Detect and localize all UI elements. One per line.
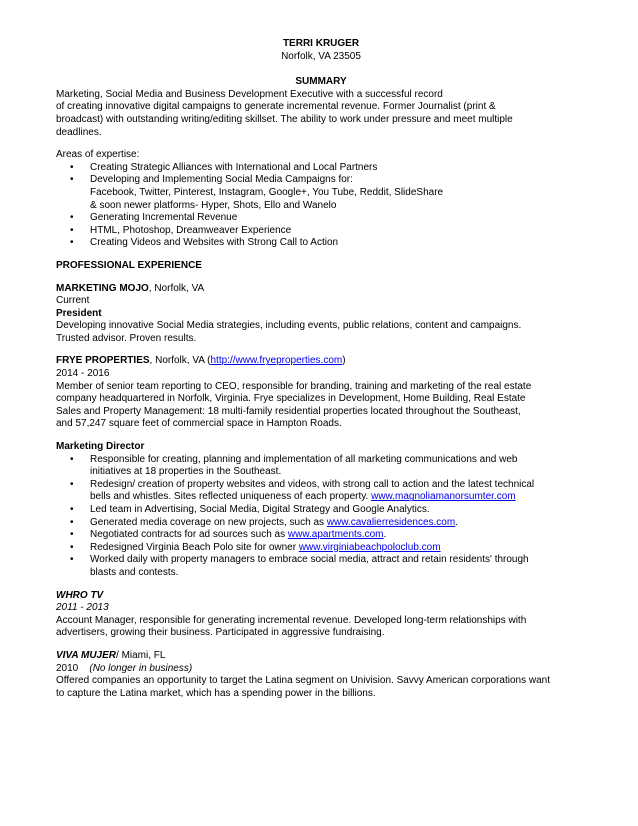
polo-site-link[interactable]: www.virginiabeachpoloclub.com	[298, 541, 441, 553]
list-item: • Led team in Advertising, Social Media, Digital Strategy and Google Analytics.	[70, 504, 430, 515]
summary-line: broadcast) with outstanding writing/editing skillset. The ability to work under pressure and meet multiple	[56, 113, 513, 125]
job-dates-note: (No longer in business)	[89, 662, 193, 674]
list-item: • Worked daily with property managers to embrace social media, attract and retain residents' through blasts and contests.	[70, 554, 529, 578]
list-item: • HTML, Photoshop, Dreamweaver Experience	[70, 224, 292, 236]
summary-line: of creating innovative digital campaigns to generate incremental revenue. Former Journalist (print &	[56, 101, 496, 113]
job-description-line: Developing innovative Social Media strategies, including events, public relations, content and campaigns.	[56, 320, 522, 332]
bullet-icon: •	[70, 529, 74, 541]
list-item: • Creating Videos and Websites with Strong Call to Action	[70, 237, 339, 249]
job-description-line: to capture the Latina market, which has a spending power in the billions.	[56, 687, 376, 699]
bullet-icon: •	[70, 516, 74, 528]
resume-page	[56, 38, 586, 700]
job-description-line: Member of senior team reporting to CEO, responsible for branding, training and marketing of the real estate	[56, 380, 532, 392]
company-website-link[interactable]: http://www.fryeproperties.com	[210, 355, 343, 367]
list-item: • Redesign/ creation of property websites and videos, with strong call to action and the latest technical bells and whistles. Sites reflected uniqueness of each property. www.magnoliamanorsumter.com	[70, 478, 535, 503]
job-dates: 2011 - 2013	[56, 602, 109, 614]
bullet-icon: •	[70, 541, 74, 553]
job-description-line: and 57,247 square feet of commercial space in Hampton Roads.	[56, 418, 342, 430]
job-description-line: Account Manager, responsible for generating incremental revenue. Developed long-term relationships with	[56, 614, 527, 626]
job-dates: 2010	[56, 662, 79, 674]
candidate-name: TERRI KRUGER	[282, 38, 360, 49]
bullet-icon: •	[70, 453, 74, 465]
bullet-icon: •	[70, 174, 74, 186]
ad-source-link[interactable]: www.apartments.com	[287, 529, 384, 541]
expertise-label: Areas of expertise:	[56, 149, 140, 161]
property-website-link[interactable]: www.magnoliamanorsumter.com	[371, 491, 516, 503]
bullet-icon: •	[70, 504, 74, 515]
expertise-list	[56, 162, 586, 250]
list-item: • Generated media coverage on new projects, such as www.cavalierresidences.com.	[70, 516, 458, 528]
job-description-line: Trusted advisor. Proven results.	[56, 332, 197, 344]
candidate-location: Norfolk, VA 23505	[281, 50, 361, 62]
bullet-icon: •	[70, 161, 74, 173]
company-name: MARKETING MOJO	[56, 282, 149, 294]
mojo-company-line	[56, 283, 586, 296]
list-item: • Redesigned Virginia Beach Polo site for owner www.virginiabeachpoloclub.com	[70, 541, 441, 553]
list-item: • Creating Strategic Alliances with International and Local Partners	[70, 161, 378, 173]
summary-line: Marketing, Social Media and Business Development Executive with a successful record	[56, 88, 443, 100]
summary-line: deadlines.	[56, 126, 102, 138]
job-description-line: company headquartered in Norfolk, Virginia. Frye specializes in Development, Home Building, Real Estate	[56, 393, 526, 405]
company-name: WHRO TV	[56, 589, 104, 601]
job-description-line: advertisers, growing their business. Participated in aggressive fundraising.	[56, 627, 385, 639]
company-location: , Norfolk, VA (	[149, 355, 211, 367]
experience-heading: PROFESSIONAL EXPERIENCE	[56, 259, 202, 271]
job-dates: 2014 - 2016	[56, 368, 110, 380]
frye-company-line: FRYE PROPERTIES, Norfolk, VA (http://www.fryeproperties.com)	[56, 355, 346, 367]
bullet-icon: •	[70, 224, 74, 236]
company-location: / Miami, FL	[116, 649, 166, 661]
company-name: FRYE PROPERTIES	[56, 355, 150, 367]
company-name: VIVA MUJER	[56, 649, 117, 661]
list-item: • Responsible for creating, planning and implementation of all marketing communications and web initiatives at 18 properties in the Southeast.	[70, 453, 518, 478]
job-description-line: Offered companies an opportunity to target the Latina segment on Univision. Savvy American corporations want	[56, 675, 550, 687]
list-item: • Negotiated contracts for ad sources such as www.apartments.com.	[70, 529, 387, 541]
job-role: Marketing Director	[56, 441, 145, 453]
property-website-link[interactable]: www.cavalierresidences.com	[326, 516, 456, 528]
bullet-icon: •	[70, 554, 74, 566]
list-item: • Generating Incremental Revenue	[70, 212, 238, 224]
job-description-line: Sales and Property Management: 18 multi-family residential properties located throughout the Southeast,	[56, 405, 521, 417]
job-dates: Current	[56, 295, 90, 307]
list-item: • Developing and Implementing Social Media Campaigns for: Facebook, Twitter, Pinterest, Instagram, Google+, You Tube, Reddit, SlideShare & soon newer platforms- Hyper, Shots, Ello and Wanelo	[70, 174, 444, 211]
bullet-icon: •	[70, 237, 74, 249]
frye-duties-list	[56, 454, 586, 580]
summary-heading: SUMMARY	[295, 76, 347, 88]
job-dates-line	[56, 663, 586, 676]
bullet-icon: •	[70, 478, 74, 490]
bullet-icon: •	[70, 212, 74, 224]
job-role: President	[56, 307, 102, 319]
company-location: , Norfolk, VA	[148, 282, 205, 294]
viva-company-line	[56, 650, 586, 663]
summary-text	[56, 89, 586, 139]
